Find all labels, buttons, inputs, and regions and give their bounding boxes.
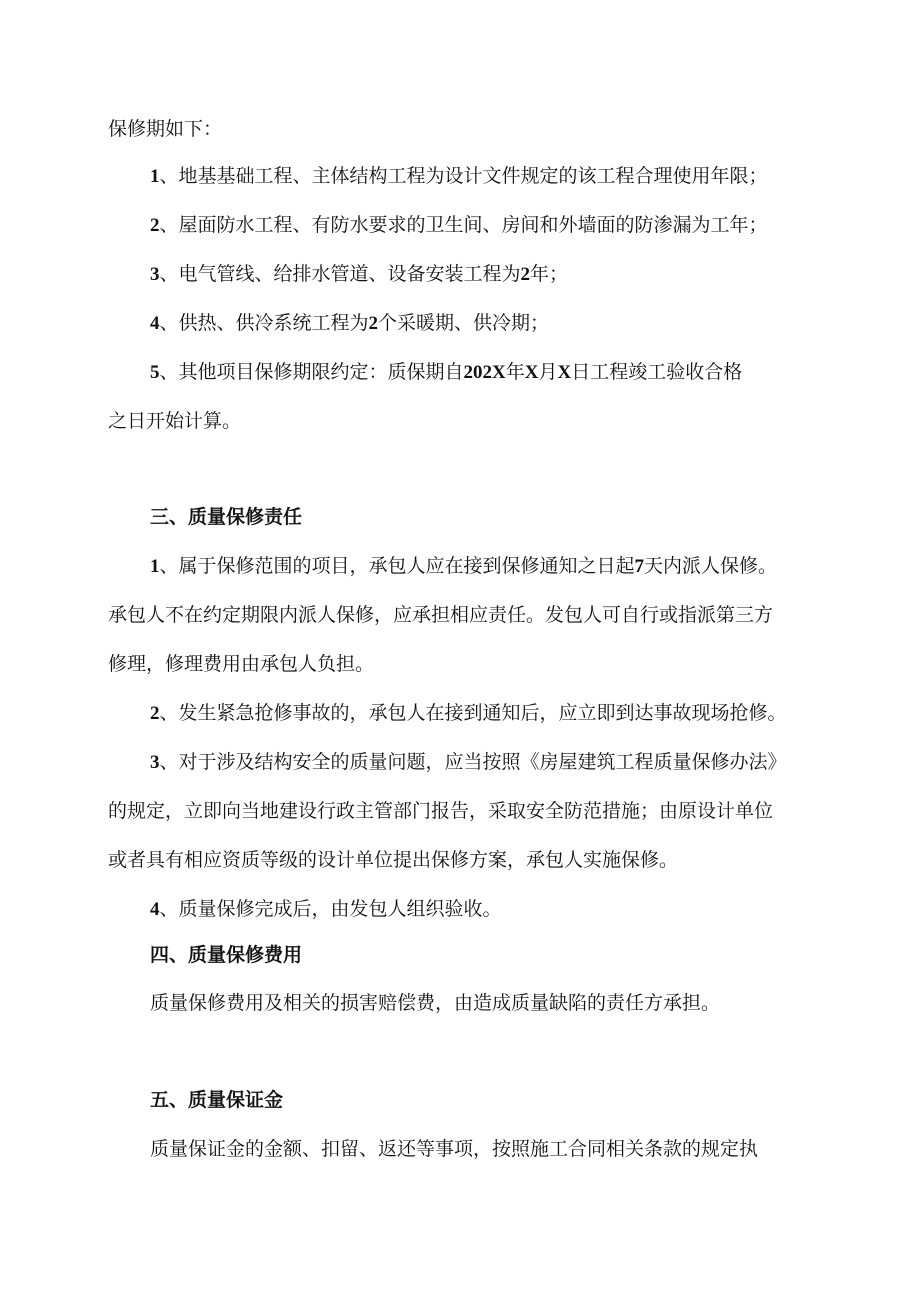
section-3-item-1-line-3: 修理，修理费用由承包人负担。: [108, 653, 375, 675]
warranty-item-5: 5、其他项目保修期限约定：质保期自202X年X月X日工程竣工验收合格: [150, 361, 743, 383]
warranty-item-3: 3、电气管线、给排水管道、设备安装工程为2年；: [150, 263, 569, 285]
warranty-period-intro: 保修期如下：: [108, 118, 223, 140]
section-5-heading: 五、质量保证金: [150, 1089, 284, 1111]
section-3-item-3: 3、对于涉及结构安全的质量问题，应当按照《房屋建筑工程质量保修办法》: [150, 751, 787, 773]
section-3-item-4: 4、质量保修完成后，由发包人组织验收。: [150, 898, 502, 920]
section-3-item-2: 2、发生紧急抢修事故的，承包人在接到通知后，应立即到达事故现场抢修。: [150, 702, 787, 724]
section-3-item-1-line-2: 承包人不在约定期限内派人保修，应承担相应责任。发包人可自行或指派第三方: [108, 604, 774, 626]
section-3-item-1: 1、属于保修范围的项目，承包人应在接到保修通知之日起7天内派人保修。: [150, 555, 778, 577]
section-4-text: 质量保修费用及相关的损害赔偿费，由造成质量缺陷的责任方承担。: [150, 992, 721, 1014]
section-3-item-3-line-3: 或者具有相应资质等级的设计单位提出保修方案，承包人实施保修。: [108, 849, 679, 871]
section-3-item-3-line-2: 的规定，立即向当地建设行政主管部门报告，采取安全防范措施；由原设计单位: [108, 800, 774, 822]
warranty-item-5-continued: 之日开始计算。: [108, 410, 242, 432]
section-4-heading: 四、质量保修费用: [150, 944, 303, 966]
warranty-item-2: 2、屋面防水工程、有防水要求的卫生间、房间和外墙面的防渗漏为工年；: [150, 214, 768, 236]
section-3-heading: 三、质量保修责任: [150, 506, 303, 528]
section-5-text: 质量保证金的金额、扣留、返还等事项，按照施工合同相关条款的规定执: [150, 1138, 759, 1160]
warranty-item-4: 4、供热、供冷系统工程为2个采暖期、供冷期；: [150, 312, 550, 334]
warranty-item-1: 1、地基基础工程、主体结构工程为设计文件规定的该工程合理使用年限；: [150, 165, 768, 187]
